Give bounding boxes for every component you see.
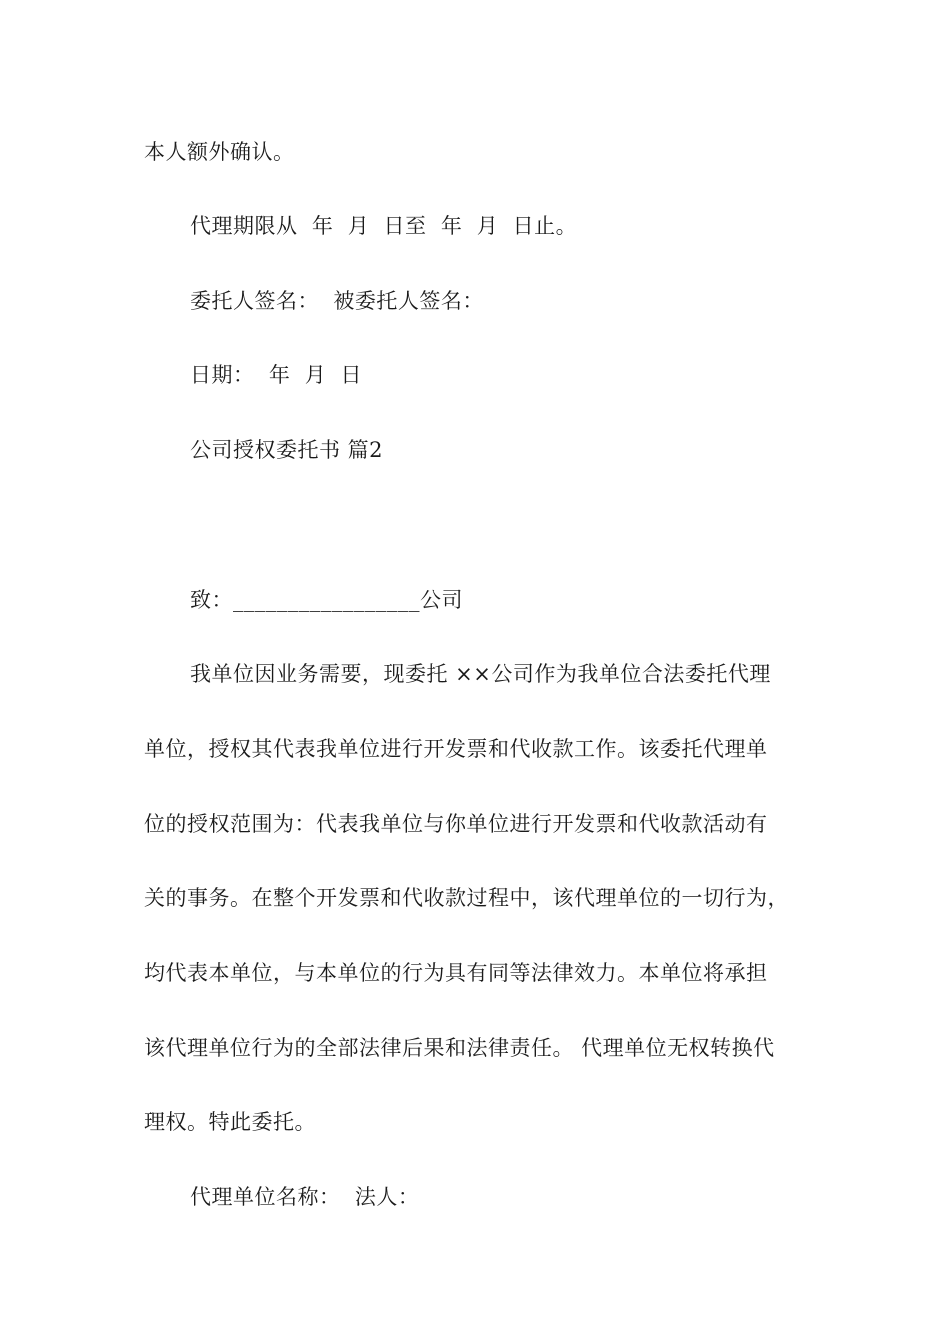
body-paragraph-line: 理权。特此委托。 [144,1110,316,1134]
continuation-text: 本人额外确认。 [144,140,295,164]
body-paragraph-line: 单位，授权其代表我单位进行开发票和代收款工作。该委托代理单 [144,737,768,761]
recipient-line: 致：_________________公司 [190,588,463,612]
section-heading: 公司授权委托书 篇2 [190,438,384,462]
body-paragraph-line: 我单位因业务需要，现委托 ××公司作为我单位合法委托代理 [190,662,771,686]
agency-term-text: 代理期限从 年 月 日至 年 月 日止。 [190,214,578,238]
signature-line: 委托人签名： 被委托人签名： [190,289,484,313]
body-paragraph-line: 关的事务。在整个开发票和代收款过程中，该代理单位的一切行为， [144,886,789,910]
agent-name-line: 代理单位名称： 法人： [190,1185,420,1209]
body-paragraph-line: 位的授权范围为：代表我单位与你单位进行开发票和代收款活动有 [144,812,768,836]
body-paragraph-line: 均代表本单位，与本单位的行为具有同等法律效力。本单位将承担 [144,961,768,985]
body-paragraph-line: 该代理单位行为的全部法律后果和法律责任。 代理单位无权转换代 [144,1036,775,1060]
date-line: 日期： 年 月 日 [190,363,363,387]
